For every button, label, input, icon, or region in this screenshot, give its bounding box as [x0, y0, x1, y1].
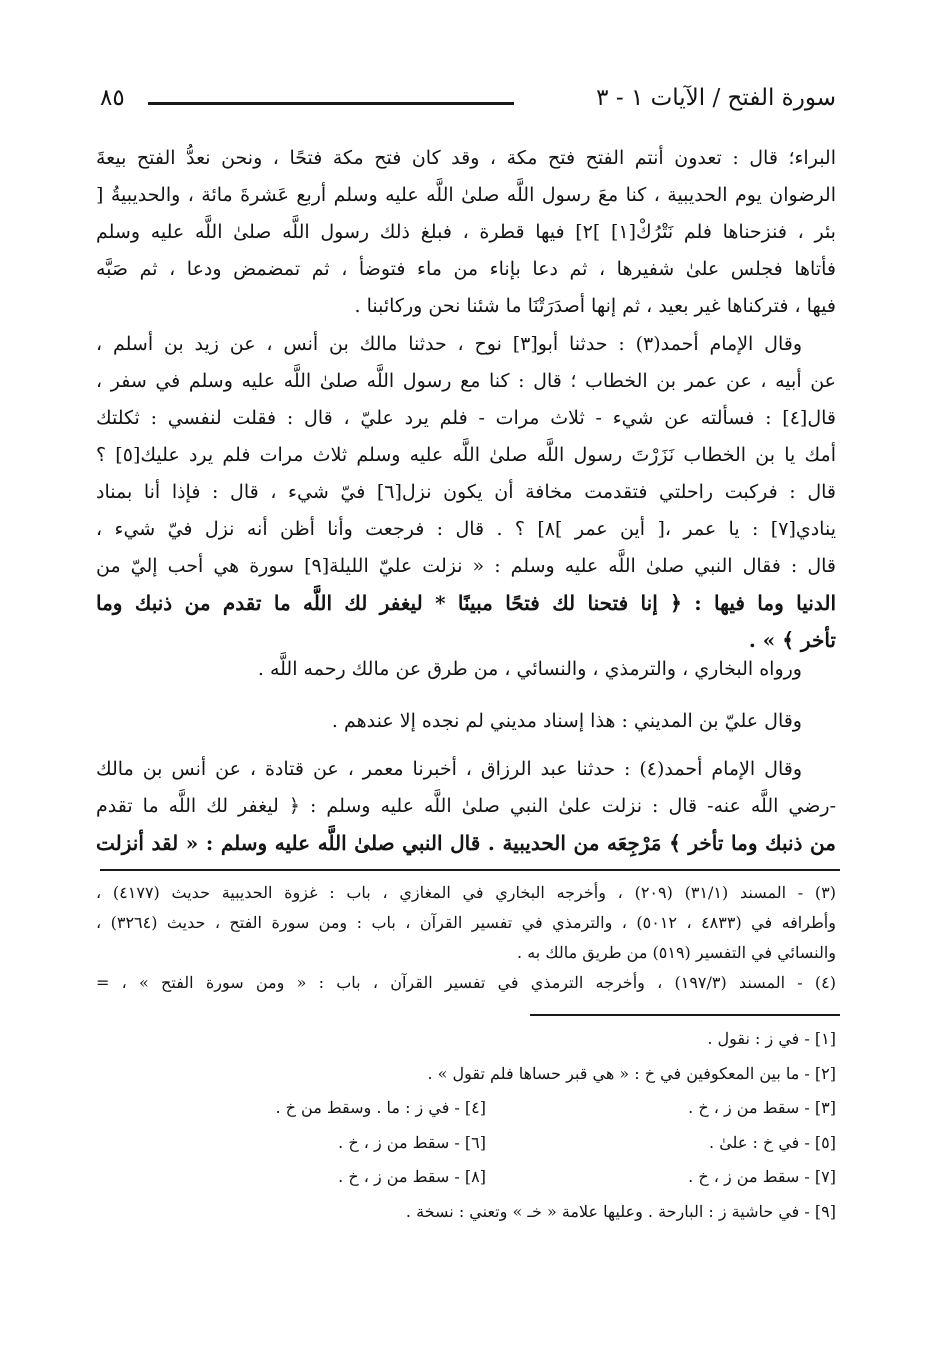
paragraph-2 — [96, 326, 836, 659]
variant-note: [٣] - سقط من ز ، خ . — [688, 1098, 836, 1117]
text-line: قال : فقال النبي صلىٰ اللَّه عليه وسلم : « نزلت عليّ الليلة[٩] سورة هي أحب إليّ من — [96, 555, 836, 577]
text-line: وقال الإمام أحمد(٤) : حدثنا عبد الرزاق ، أخبرنا معمر ، عن قتادة ، عن أنس بن مالك — [96, 758, 802, 780]
text-line: قال : فركبت راحلتي فتقدمت مخافة أن يكون نزل[٦] فيّ شيء ، قال : فإذا أنا بمناد — [96, 481, 836, 503]
footnote-divider — [100, 869, 840, 871]
variant-note: [١] - في ز : نقول . — [707, 1029, 836, 1048]
text-line: ينادي[٧] : يا عمر ،[ أين عمر ]٨] ؟ . قال : فرجعت وأنا أظن أنه نزل فيّ شيء ، — [96, 518, 836, 540]
text-line: قال[٤] : فسألته عن شيء - ثلاث مرات - فلم يرد عليّ ، قال : فقلت لنفسي : ثكلتك — [96, 407, 836, 429]
variant-row — [96, 1091, 836, 1126]
variant-note: [٩] - في حاشية ز : البارحة . وعليها علامة « خـ » وتعني : نسخة . — [405, 1201, 836, 1221]
variants-divider — [530, 1014, 840, 1016]
paragraph-1 — [96, 140, 836, 325]
manuscript-variants — [96, 1022, 836, 1229]
header-rule — [148, 102, 514, 105]
variant-note: [٨] - سقط من ز ، خ . — [338, 1167, 486, 1186]
text-line: بئر ، فنزحناها فلم نَتْرُكْ[١] ]٢] فيها قطرة ، فبلغ ذلك رسول اللَّه صلىٰ اللَّه عليه وسلم — [96, 221, 836, 243]
variant-note: [٧] - سقط من ز ، خ . — [688, 1167, 836, 1186]
text-line: وقال عليّ بن المديني : هذا إسناد مديني لم نجده إلا عندهم . — [331, 710, 802, 732]
text-line: وقال الإمام أحمد(٣) : حدثنا أبو[٣] نوح ، حدثنا مالك بن أنس ، عن زيد بن أسلم ، — [96, 333, 802, 355]
text-line: أمك يا بن الخطاب نَزَرْتَ رسول اللَّه صلىٰ اللَّه عليه وسلم ثلاث مرات فلم يرد عليك[٥] ؟ — [96, 444, 836, 466]
text-line: ورواه البخاري ، والترمذي ، والنسائي ، من طرق عن مالك رحمه اللَّه . — [257, 658, 802, 680]
variant-note: [٤] - في ز : ما . وسقط من خ . — [275, 1098, 486, 1117]
variant-row — [96, 1160, 836, 1195]
source-footnotes — [96, 878, 836, 998]
text-line: فأتاها فجلس علىٰ شفيرها ، ثم دعا بإناء من ماء فتوضأ ، ثم تمضمض ودعا ، ثم صَبَّه — [96, 258, 836, 280]
variant-note: [٥] - في خ : علىٰ . — [709, 1132, 836, 1152]
text-line: من ذنبك وما تأخر ﴾ مَرْجِعَه من الحديبية . قال النبي صلىٰ اللَّه عليه وسلم : « لقد أنزلت — [96, 831, 836, 855]
footnote-line: (٤) - المسند (١٩٧/٣) ، وأخرجه الترمذي في تفسير القرآن ، باب : « ومن سورة الفتح » ، = — [96, 973, 836, 992]
footnote-line: (٣) - المسند (٣١/١) (٢٠٩) ، وأخرجه البخاري في المغازي ، باب : غزوة الحديبية حديث (٤١٧٧) ، — [96, 883, 836, 902]
paragraph-5 — [96, 751, 836, 862]
variant-row — [96, 1126, 836, 1161]
paragraph-3 — [96, 651, 836, 688]
text-line: فيها ، فتركناها غير بعيد ، ثم إنها أصدَرَتْنَا ما شئنا نحن وركائبنا . — [354, 295, 836, 317]
variant-note: [٢] - ما بين المعكوفين في خ : « هي قبر حساها فلم تقول » . — [427, 1063, 836, 1083]
variant-note: [٦] - سقط من ز ، خ . — [338, 1132, 486, 1152]
running-header-title: سورة الفتح / الآيات ١ - ٣ — [596, 85, 836, 111]
text-line: عن أبيه ، عن عمر بن الخطاب ؛ قال : كنا مع رسول اللَّه صلىٰ اللَّه عليه وسلم في سفر ، — [96, 370, 836, 392]
quran-verse-line: الدنيا وما فيها : ﴿ إنا فتحنا لك فتحًا مبينًا * ليغفر لك اللَّه ما تقدم من ذنبك وما — [96, 591, 836, 615]
text-line: البراء؛ قال : تعدون أنتم الفتح فتح مكة ، وقد كان فتح مكة فتحًا ، ونحن نعدُّ الفتح بيعةَ — [96, 147, 836, 169]
quran-verse-line: تأخر ﴾ » . — [748, 628, 836, 652]
footnote-line: والنسائي في التفسير (٥١٩) من طريق مالك به . — [517, 943, 836, 962]
page-number: ٨٥ — [100, 85, 125, 111]
footnote-line: وأطرافه في (٤٨٣٣ ، ٥٠١٢) ، والترمذي في تفسير القرآن ، باب : ومن سورة الفتح ، حديث (٣٢٦٤) ، — [96, 913, 836, 932]
text-line: -رضي اللَّه عنه- قال : نزلت علىٰ النبي صلىٰ اللَّه عليه وسلم : ﴿ ليغفر لك اللَّه ما تقدم — [96, 795, 836, 817]
paragraph-4 — [96, 703, 836, 740]
text-line: الرضوان يوم الحديبية ، كنا معَ رسول اللَّه صلىٰ اللَّه عليه وسلم أربع عَشرةَ مائة ، والحديبيةُ [ — [96, 184, 836, 206]
